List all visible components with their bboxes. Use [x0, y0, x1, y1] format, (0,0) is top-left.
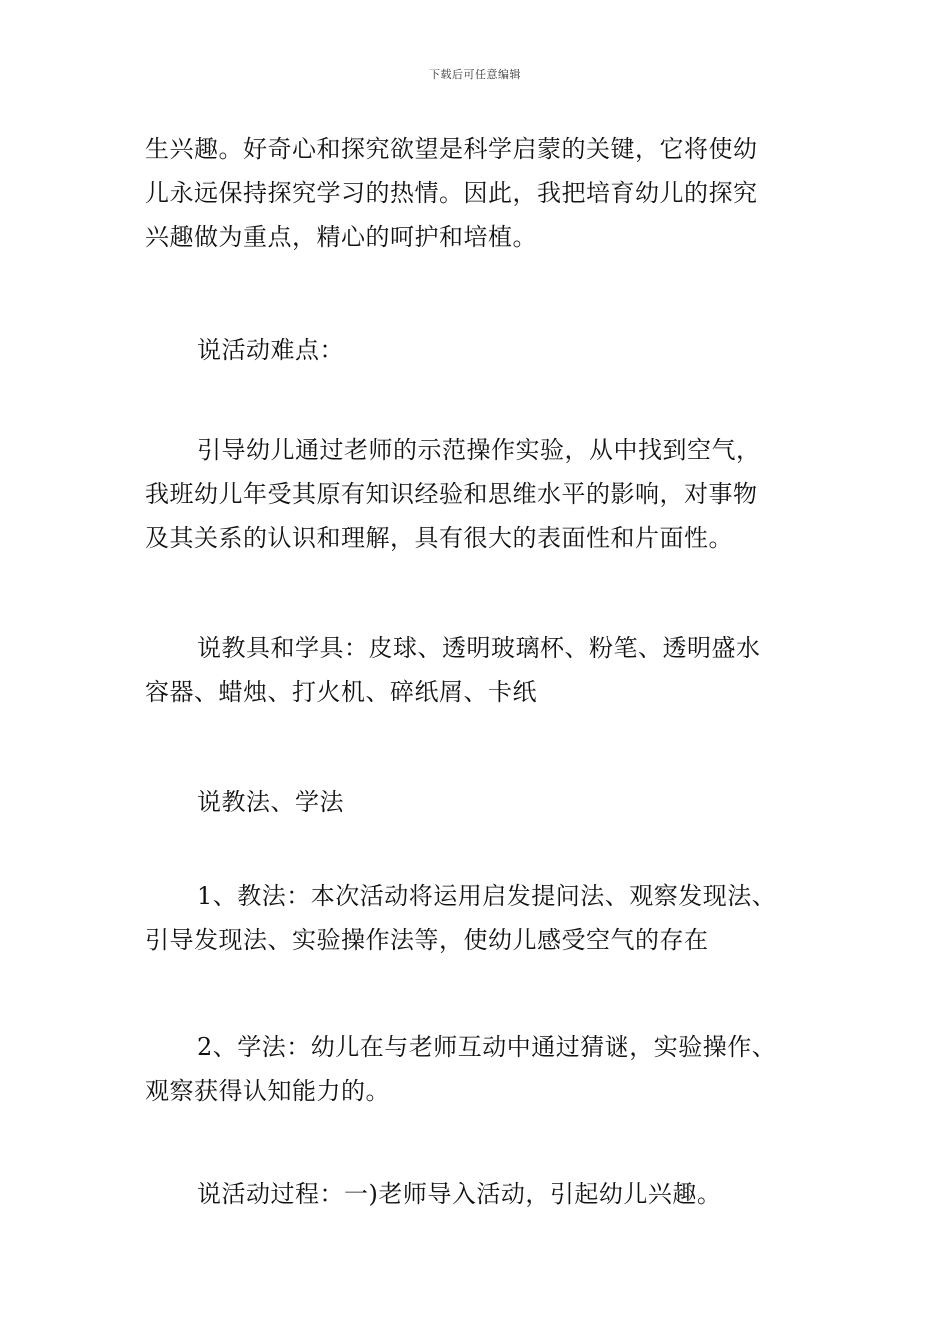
text-line: 说教具和学具：皮球、透明玻璃杯、粉笔、透明盛水 — [197, 634, 761, 662]
paragraph-teaching-aids — [145, 626, 815, 714]
page-header: 下载后可任意编辑 — [429, 68, 521, 81]
text-line: 引导发现法、实验操作法等，使幼儿感受空气的存在 — [145, 926, 709, 954]
text-line: 及其关系的认识和理解，具有很大的表面性和片面性。 — [145, 524, 733, 552]
text-line: 容器、蜡烛、打火机、碎纸屑、卡纸 — [145, 678, 537, 706]
paragraph-teaching-method-1 — [145, 874, 815, 962]
text-line: 说教法、学法 — [197, 788, 344, 816]
paragraph-learning-method-2 — [145, 1025, 815, 1113]
text-line: 我班幼儿年受其原有知识经验和思维水平的影响，对事物 — [145, 480, 758, 508]
text-line: 说活动过程：一)老师导入活动，引起幼儿兴趣。 — [197, 1180, 722, 1208]
text-line: 2、学法：幼儿在与老师互动中通过猜谜，实验操作、 — [197, 1033, 777, 1061]
paragraph-difficulty — [145, 428, 815, 560]
text-line: 说活动难点： — [197, 336, 344, 364]
heading-teaching-methods — [145, 780, 815, 824]
text-line: 引导幼儿通过老师的示范操作实验，从中找到空气， — [197, 436, 761, 464]
paragraph-intro-continuation — [145, 127, 815, 259]
text-line: 兴趣做为重点，精心的呵护和培植。 — [145, 223, 537, 251]
text-line: 生兴趣。好奇心和探究欲望是科学启蒙的关键，它将使幼 — [145, 135, 758, 163]
heading-activity-difficulty — [145, 328, 815, 372]
text-line: 观察获得认知能力的。 — [145, 1077, 390, 1105]
paragraph-activity-process — [145, 1172, 815, 1216]
text-line: 1、教法：本次活动将运用启发提问法、观察发现法、 — [197, 882, 777, 910]
text-line: 儿永远保持探究学习的热情。因此，我把培育幼儿的探究 — [145, 179, 758, 207]
